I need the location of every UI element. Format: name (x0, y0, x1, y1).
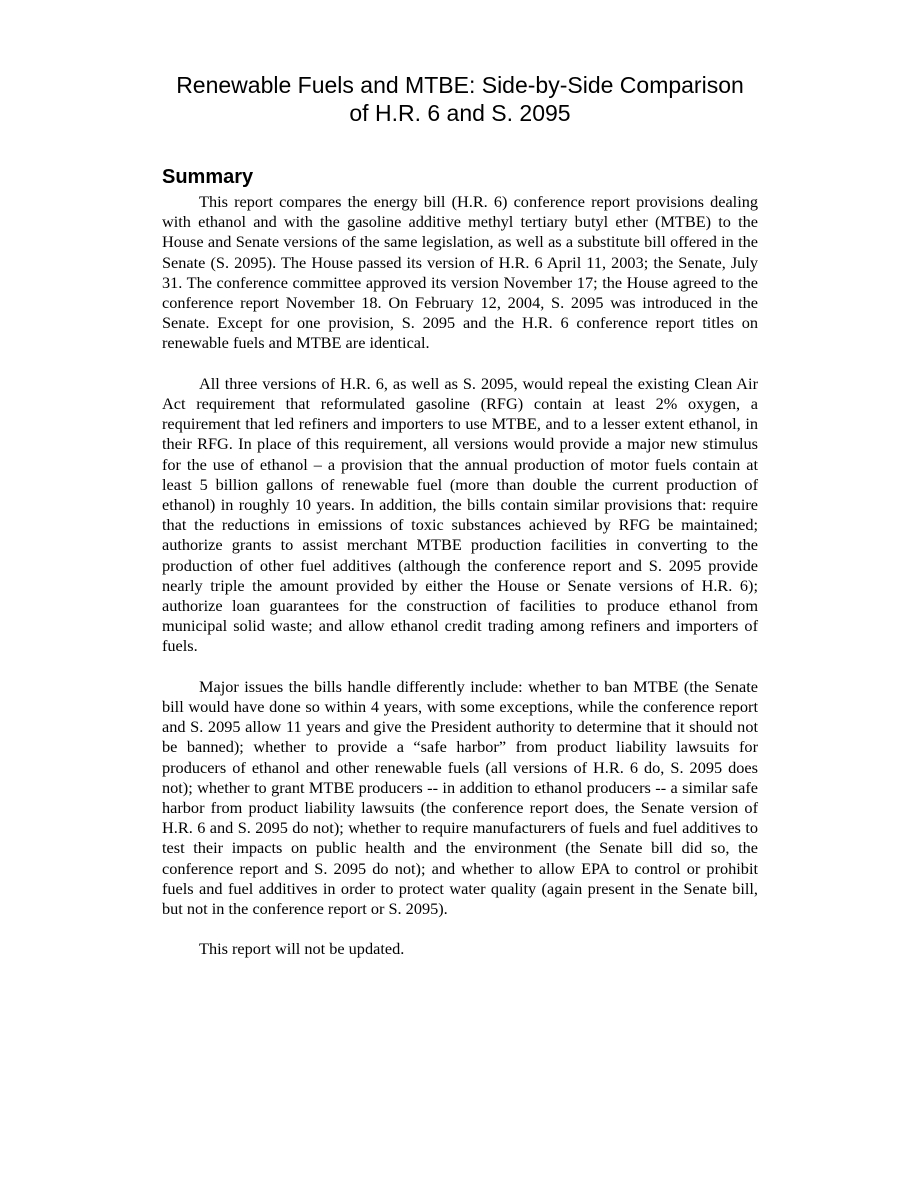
summary-heading: Summary (162, 165, 254, 188)
summary-paragraph-4: This report will not be updated. (199, 939, 405, 959)
summary-paragraph-1: This report compares the energy bill (H.R. 6) conference report provisions dealing with ethanol and with the gasoline additive methyl tertiary butyl ether (MTBE) to the House and Senate versions of the same legislation, as well as a substitute bill offered in the Senate (S. 2095). The House passed its version of H.R. 6 April 11, 2003; the Senate, July 31. The conference committee approved its version November 17; the House agreed to the conference report November 18. On February 12, 2004, S. 2095 was introduced in the Senate. Except for one provision, S. 2095 and the H.R. 6 conference report titles on renewable fuels and MTBE are identical. (162, 192, 758, 353)
title-line-1: Renewable Fuels and MTBE: Side-by-Side Comparison (176, 72, 744, 99)
summary-body (162, 192, 758, 980)
title-line-2: of H.R. 6 and S. 2095 (349, 100, 571, 127)
document-title (140, 71, 780, 127)
summary-paragraph-3: Major issues the bills handle differently include: whether to ban MTBE (the Senate bill would have done so within 4 years, with some exceptions, while the conference report and S. 2095 allow 11 years and give the President authority to determine that it should not be banned); whether to provide a “safe harbor” from product liability lawsuits for producers of ethanol and other renewable fuels (all versions of H.R. 6 do, S. 2095 does not); whether to grant MTBE producers -- in addition to ethanol producers -- a similar safe harbor from product liability lawsuits (the conference report does, the Senate version of H.R. 6 and S. 2095 do not); whether to require manufacturers of fuels and fuel additives to test their impacts on public health and the environment (the Senate bill did so, the conference report and S. 2095 do not); and whether to allow EPA to control or prohibit fuels and fuel additives in order to protect water quality (again present in the Senate bill, but not in the conference report or S. 2095). (162, 676, 758, 919)
summary-paragraph-2: All three versions of H.R. 6, as well as S. 2095, would repeal the existing Clean Air Act requirement that reformulated gasoline (RFG) contain at least 2% oxygen, a requirement that led refiners and importers to use MTBE, and to a lesser extent ethanol, in their RFG. In place of this requirement, all versions would provide a major new stimulus for the use of ethanol – a provision that the annual production of motor fuels contain at least 5 billion gallons of renewable fuel (more than double the current production of ethanol) in roughly 10 years. In addition, the bills contain similar provisions that: require that the reductions in emissions of toxic substances achieved by RFG be maintained; authorize grants to assist merchant MTBE production facilities in converting to the production of other fuel additives (although the conference report and S. 2095 provide nearly triple the amount provided by either the House or Senate versions of H.R. 6); authorize loan guarantees for the construction of facilities to produce ethanol from municipal solid waste; and allow ethanol credit trading among refiners and importers of fuels. (162, 373, 758, 656)
